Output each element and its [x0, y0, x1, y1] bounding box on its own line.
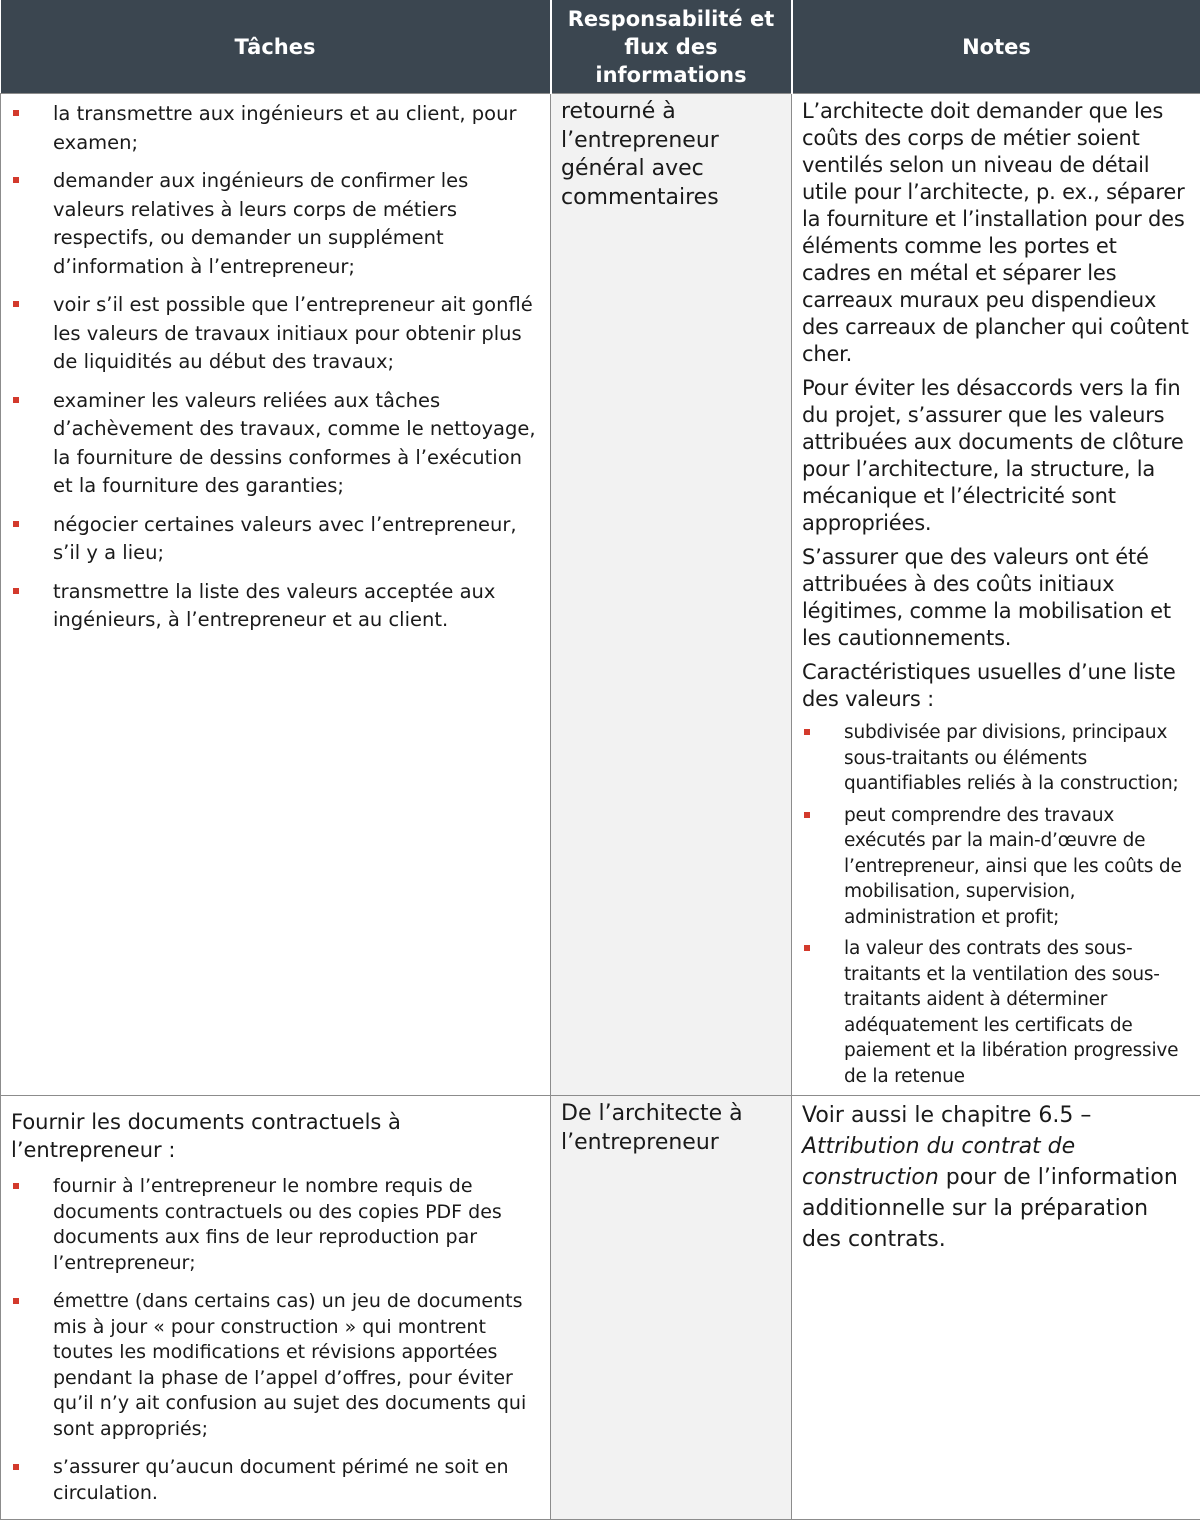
- header-row: [1, 0, 1200, 94]
- list-item: subdivisée par divisions, principaux sous-traitants ou éléments quantifiables reliés à la construction;: [802, 720, 1190, 797]
- list-item: la valeur des contrats des sous-traitants et la ventilation des sous-traitants aident à déterminer adéquatement les certificats de paiement et la libération progressive de la retenue: [802, 936, 1190, 1089]
- header-notes: Notes: [792, 0, 1200, 94]
- note-list: [802, 720, 1190, 1089]
- responsibility-cell: retourné à l’entrepreneur général avec commentaires: [551, 94, 792, 1096]
- list-item: négocier certaines valeurs avec l’entrepreneur, s’il y a lieu;: [11, 511, 540, 568]
- table-row: [1, 94, 1200, 1096]
- list-item: demander aux ingénieurs de confirmer les valeurs relatives à leurs corps de métiers respectifs, ou demander un supplément d’information à l’entrepreneur;: [11, 167, 540, 281]
- list-item: examiner les valeurs reliées aux tâches d’achèvement des travaux, comme le nettoyage, la fourniture de dessins conformes à l’exécution et la fourniture des garanties;: [11, 387, 540, 501]
- list-item: fournir à l’entrepreneur le nombre requis de documents contractuels ou des copies PDF des documents aux fins de leur reproduction par l’entrepreneur;: [11, 1174, 540, 1276]
- tasks-cell: [1, 94, 551, 1096]
- note-paragraph: Pour éviter les désaccords vers la fin du projet, s’assurer que les valeurs attribuées aux documents de clôture pour l’architecture, la structure, la mécanique et l’électricité sont appropriées.: [802, 375, 1190, 537]
- responsibility-cell: De l’architecte à l’entrepreneur: [551, 1096, 792, 1520]
- note-text: pour de l’information additionnelle sur la préparation des contrats.: [802, 1165, 1178, 1252]
- notes-cell: [792, 94, 1200, 1096]
- chapter-reference: Attribution du contrat de construction: [802, 1134, 1075, 1190]
- task-title: Fournir les documents contractuels à l’entrepreneur :: [11, 1108, 540, 1164]
- list-item: la transmettre aux ingénieurs et au client, pour examen;: [11, 100, 540, 157]
- note-paragraph: Caractéristiques usuelles d’une liste des valeurs :: [802, 659, 1190, 713]
- list-item: voir s’il est possible que l’entrepreneur ait gonflé les valeurs de travaux initiaux pour obtenir plus de liquidités au début des travaux;: [11, 291, 540, 377]
- header-tasks: Tâches: [1, 0, 551, 94]
- header-responsibility: Responsabilité et flux des informations: [551, 0, 792, 94]
- note-text: Voir aussi le chapitre 6.5 –: [802, 1103, 1091, 1128]
- task-list: [11, 1174, 540, 1506]
- list-item: transmettre la liste des valeurs acceptée aux ingénieurs, à l’entrepreneur et au client.: [11, 578, 540, 635]
- list-item: émettre (dans certains cas) un jeu de documents mis à jour « pour construction » qui montrent toutes les modifications et révisions apportées pendant la phase de l’appel d’offres, pour éviter qu’il n’y ait confusion au sujet des documents qui sont appropriés;: [11, 1289, 540, 1442]
- list-item: peut comprendre des travaux exécutés par la main-d’œuvre de l’entrepreneur, ainsi que les coûts de mobilisation, supervision, administration et profit;: [802, 803, 1190, 931]
- table-row: [1, 1096, 1200, 1520]
- task-list: [11, 100, 540, 635]
- note-paragraph: S’assurer que des valeurs ont été attribuées à des coûts initiaux légitimes, comme la mobilisation et les cautionnements.: [802, 544, 1190, 652]
- note-paragraph: L’architecte doit demander que les coûts des corps de métier soient ventilés selon un niveau de détail utile pour l’architecte, p. ex., séparer la fourniture et l’installation pour des éléments comme les portes et cadres en métal et séparer les carreaux muraux peu dispendieux des carreaux de plancher qui coûtent cher.: [802, 98, 1190, 368]
- notes-cell: [792, 1096, 1200, 1520]
- tasks-cell: [1, 1096, 551, 1520]
- list-item: s’assurer qu’aucun document périmé ne soit en circulation.: [11, 1455, 540, 1506]
